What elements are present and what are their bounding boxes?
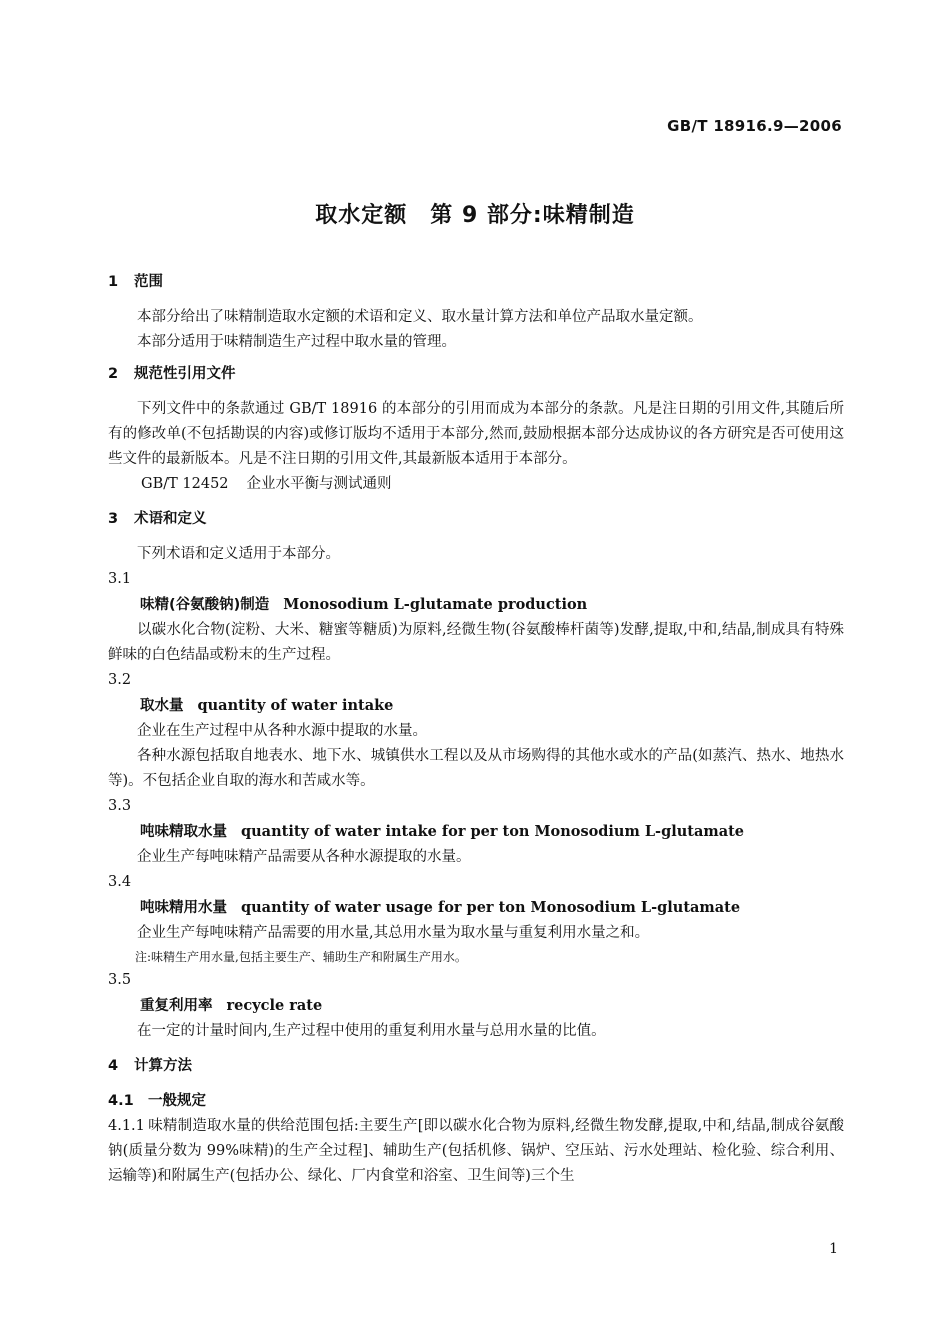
document-body [108,270,844,1189]
normative-reference [108,472,844,497]
section-title: 术语和定义 [134,511,207,527]
subsection-number: 4.1 [108,1093,134,1109]
page-number: 1 [829,1241,838,1257]
term-heading [108,895,844,921]
term-en: quantity of water intake for per ton Monosodium L-glutamate [241,823,745,840]
term-definition: 企业在生产过程中从各种水源中提取的水量。 [137,723,427,739]
paragraph: 下列术语和定义适用于本部分。 [137,546,340,562]
term-en: quantity of water intake [197,697,394,714]
section-number: 1 [108,274,119,290]
subsection-4-1-heading [108,1089,844,1114]
clause-4-1-1 [108,1114,844,1189]
term-cn: 重复利用率 [140,998,213,1014]
term-cn: 吨味精取水量 [140,824,227,840]
term-definition: 以碳水化合物(淀粉、大米、糖蜜等糖质)为原料,经微生物(谷氨酸棒杆菌等)发酵,提取,中和,结晶,制成具有特殊鲜味的白色结晶或粉末的生产过程。 [108,622,844,663]
term-definition: 企业生产每吨味精产品需要从各种水源提取的水量。 [137,849,471,865]
clause-number: 4.1.1 [108,1118,145,1134]
section-4-heading [108,1054,844,1079]
section-2-heading [108,362,844,387]
term-number: 3.1 [108,571,132,587]
section-title: 范围 [134,274,163,290]
term-definition: 在一定的计量时间内,生产过程中使用的重复利用水量与总用水量的比值。 [137,1023,606,1039]
term-heading [108,693,844,719]
term-note: 注:味精生产用水量,包括主要生产、辅助生产和附属生产用水。 [135,950,467,964]
section-1-heading [108,270,844,295]
term-en: Monosodium L-glutamate production [283,596,588,613]
section-title: 规范性引用文件 [134,366,236,382]
section-3-heading [108,507,844,532]
term-cn: 吨味精用水量 [140,900,227,916]
document-title: 取水定额 第 9 部分:味精制造 [315,203,635,228]
section-number: 2 [108,366,119,382]
term-en: recycle rate [226,997,323,1014]
term-cn: 味精(谷氨酸钠)制造 [140,597,270,613]
term-heading [108,993,844,1019]
section-number: 4 [108,1058,119,1074]
term-number: 3.2 [108,672,132,688]
reference-code: GB/T 12452 [141,476,229,492]
subsection-title: 一般规定 [148,1093,206,1109]
term-cn: 取水量 [140,698,184,714]
clause-text: 味精制造取水量的供给范围包括:主要生产[即以碳水化合物为原料,经微生物发酵,提取,中和,结晶,制成谷氨酸钠(质量分数为 99%味精)的生产全过程]、辅助生产(包括机修、锅炉、空压站、污水处理站、检化验、综合利用、运输等)和附属生产(包括办公、绿化、厂内食堂和浴室、卫生间等)三个生 [108,1118,844,1184]
term-definition: 各种水源包括取自地表水、地下水、城镇供水工程以及从市场购得的其他水或水的产品(如蒸汽、热水、地热水等)。不包括企业自取的海水和苦咸水等。 [108,748,844,789]
term-definition: 企业生产每吨味精产品需要的用水量,其总用水量为取水量与重复利用水量之和。 [137,925,650,941]
section-title: 计算方法 [134,1058,192,1074]
term-en: quantity of water usage for per ton Monosodium L-glutamate [241,899,741,916]
term-number: 3.4 [108,874,132,890]
paragraph: 本部分适用于味精制造生产过程中取水量的管理。 [137,334,456,350]
term-heading [108,819,844,845]
term-number: 3.5 [108,972,132,988]
term-heading [108,592,844,618]
reference-title: 企业水平衡与测试通则 [246,476,392,492]
paragraph: 下列文件中的条款通过 GB/T 18916 的本部分的引用而成为本部分的条款。凡是注日期的引用文件,其随后所有的修改单(不包括勘误的内容)或修订版均不适用于本部分,然而,鼓励根据本部分达成协议的各方研究是否可使用这些文件的最新版本。凡是不注日期的引用文件,其最新版本适用于本部分。 [108,401,844,467]
standard-code: GB/T 18916.9—2006 [667,117,842,135]
term-number: 3.3 [108,798,132,814]
section-number: 3 [108,511,119,527]
paragraph: 本部分给出了味精制造取水定额的术语和定义、取水量计算方法和单位产品取水量定额。 [137,309,703,325]
